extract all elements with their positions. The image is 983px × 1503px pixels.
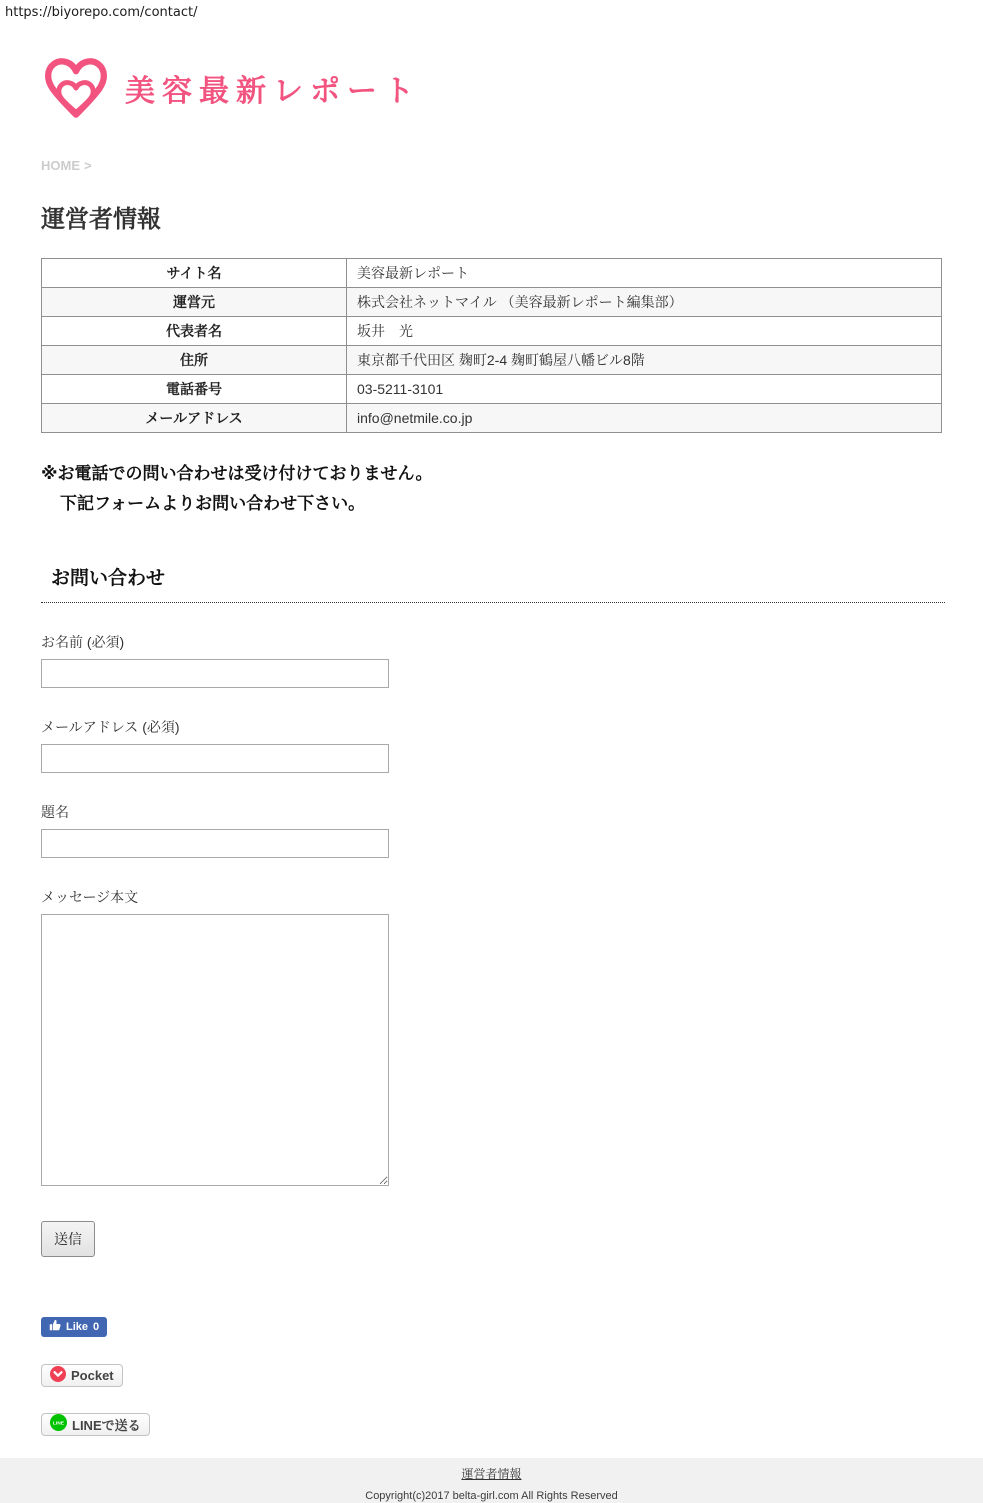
submit-button[interactable]: 送信 bbox=[41, 1221, 95, 1257]
copyright-text: Copyright(c)2017 belta-girl.com All Rights Reserved bbox=[365, 1490, 618, 1502]
operator-info-table bbox=[41, 258, 942, 433]
svg-text:LINE: LINE bbox=[52, 1421, 65, 1427]
row-label: メールアドレス bbox=[42, 404, 347, 433]
contact-section-header bbox=[41, 563, 945, 603]
email-field-group bbox=[41, 717, 942, 773]
message-field-label: メッセージ本文 bbox=[41, 888, 139, 905]
message-field-group bbox=[41, 887, 942, 1191]
row-label: 住所 bbox=[42, 346, 347, 375]
row-label: 代表者名 bbox=[42, 317, 347, 346]
breadcrumb bbox=[41, 158, 942, 173]
subject-field-group bbox=[41, 802, 942, 858]
table-row bbox=[42, 288, 942, 317]
breadcrumb-separator: > bbox=[84, 158, 92, 173]
table-row bbox=[42, 259, 942, 288]
row-label: 運営元 bbox=[42, 288, 347, 317]
row-value: 東京都千代田区 麹町2-4 麹町鶴屋八幡ビル8階 bbox=[347, 346, 942, 375]
line-share-label: LINEで送る bbox=[72, 1417, 141, 1433]
table-row bbox=[42, 404, 942, 433]
row-value: 株式会社ネットマイル （美容最新レポート編集部） bbox=[347, 288, 942, 317]
contact-form bbox=[41, 632, 942, 1257]
page-title: 運営者情報 bbox=[41, 206, 161, 233]
table-row bbox=[42, 375, 942, 404]
line-share-button[interactable] bbox=[41, 1413, 150, 1436]
row-value: 坂井 光 bbox=[347, 317, 942, 346]
email-field-label: メールアドレス (必須) bbox=[41, 718, 180, 735]
subject-field-label: 題名 bbox=[41, 803, 69, 820]
breadcrumb-home-link[interactable]: HOME bbox=[41, 158, 80, 173]
subject-input[interactable] bbox=[41, 829, 389, 858]
share-buttons bbox=[41, 1317, 942, 1437]
page-url: https://biyorepo.com/contact/ bbox=[5, 5, 198, 20]
phone-notice-line2: 下記フォームよりお問い合わせ下さい。 bbox=[60, 493, 366, 513]
name-input[interactable] bbox=[41, 659, 389, 688]
table-row bbox=[42, 317, 942, 346]
phone-notice-line1: ※お電話での問い合わせは受け付けておりません。 bbox=[41, 464, 433, 483]
thumbs-up-icon bbox=[49, 1319, 61, 1334]
pocket-icon bbox=[50, 1366, 66, 1385]
name-field-group bbox=[41, 632, 942, 688]
row-value: info@netmile.co.jp bbox=[347, 404, 942, 433]
site-logo-heart-lips-icon[interactable] bbox=[41, 52, 111, 124]
facebook-like-row bbox=[41, 1317, 942, 1337]
facebook-like-label: Like bbox=[66, 1320, 89, 1333]
pocket-row bbox=[41, 1364, 942, 1387]
site-title[interactable]: 美容最新レポート bbox=[125, 75, 421, 108]
row-value: 美容最新レポート bbox=[347, 259, 942, 288]
pocket-label: Pocket bbox=[71, 1367, 114, 1383]
row-label: サイト名 bbox=[42, 259, 347, 288]
name-field-label: お名前 (必須) bbox=[41, 633, 125, 650]
table-row bbox=[42, 346, 942, 375]
row-label: 電話番号 bbox=[42, 375, 347, 404]
facebook-like-button[interactable] bbox=[41, 1317, 107, 1337]
line-row bbox=[41, 1413, 942, 1437]
line-icon bbox=[50, 1414, 67, 1434]
footer-operator-info-link[interactable]: 運営者情報 bbox=[461, 1467, 522, 1481]
email-input[interactable] bbox=[41, 744, 389, 773]
row-value: 03-5211-3101 bbox=[347, 375, 942, 404]
page-footer bbox=[0, 1458, 983, 1503]
pocket-button[interactable] bbox=[41, 1364, 123, 1387]
contact-heading: お問い合わせ bbox=[51, 567, 166, 589]
phone-notice bbox=[41, 459, 942, 519]
message-textarea[interactable] bbox=[41, 914, 389, 1186]
facebook-like-count: 0 bbox=[93, 1320, 100, 1333]
